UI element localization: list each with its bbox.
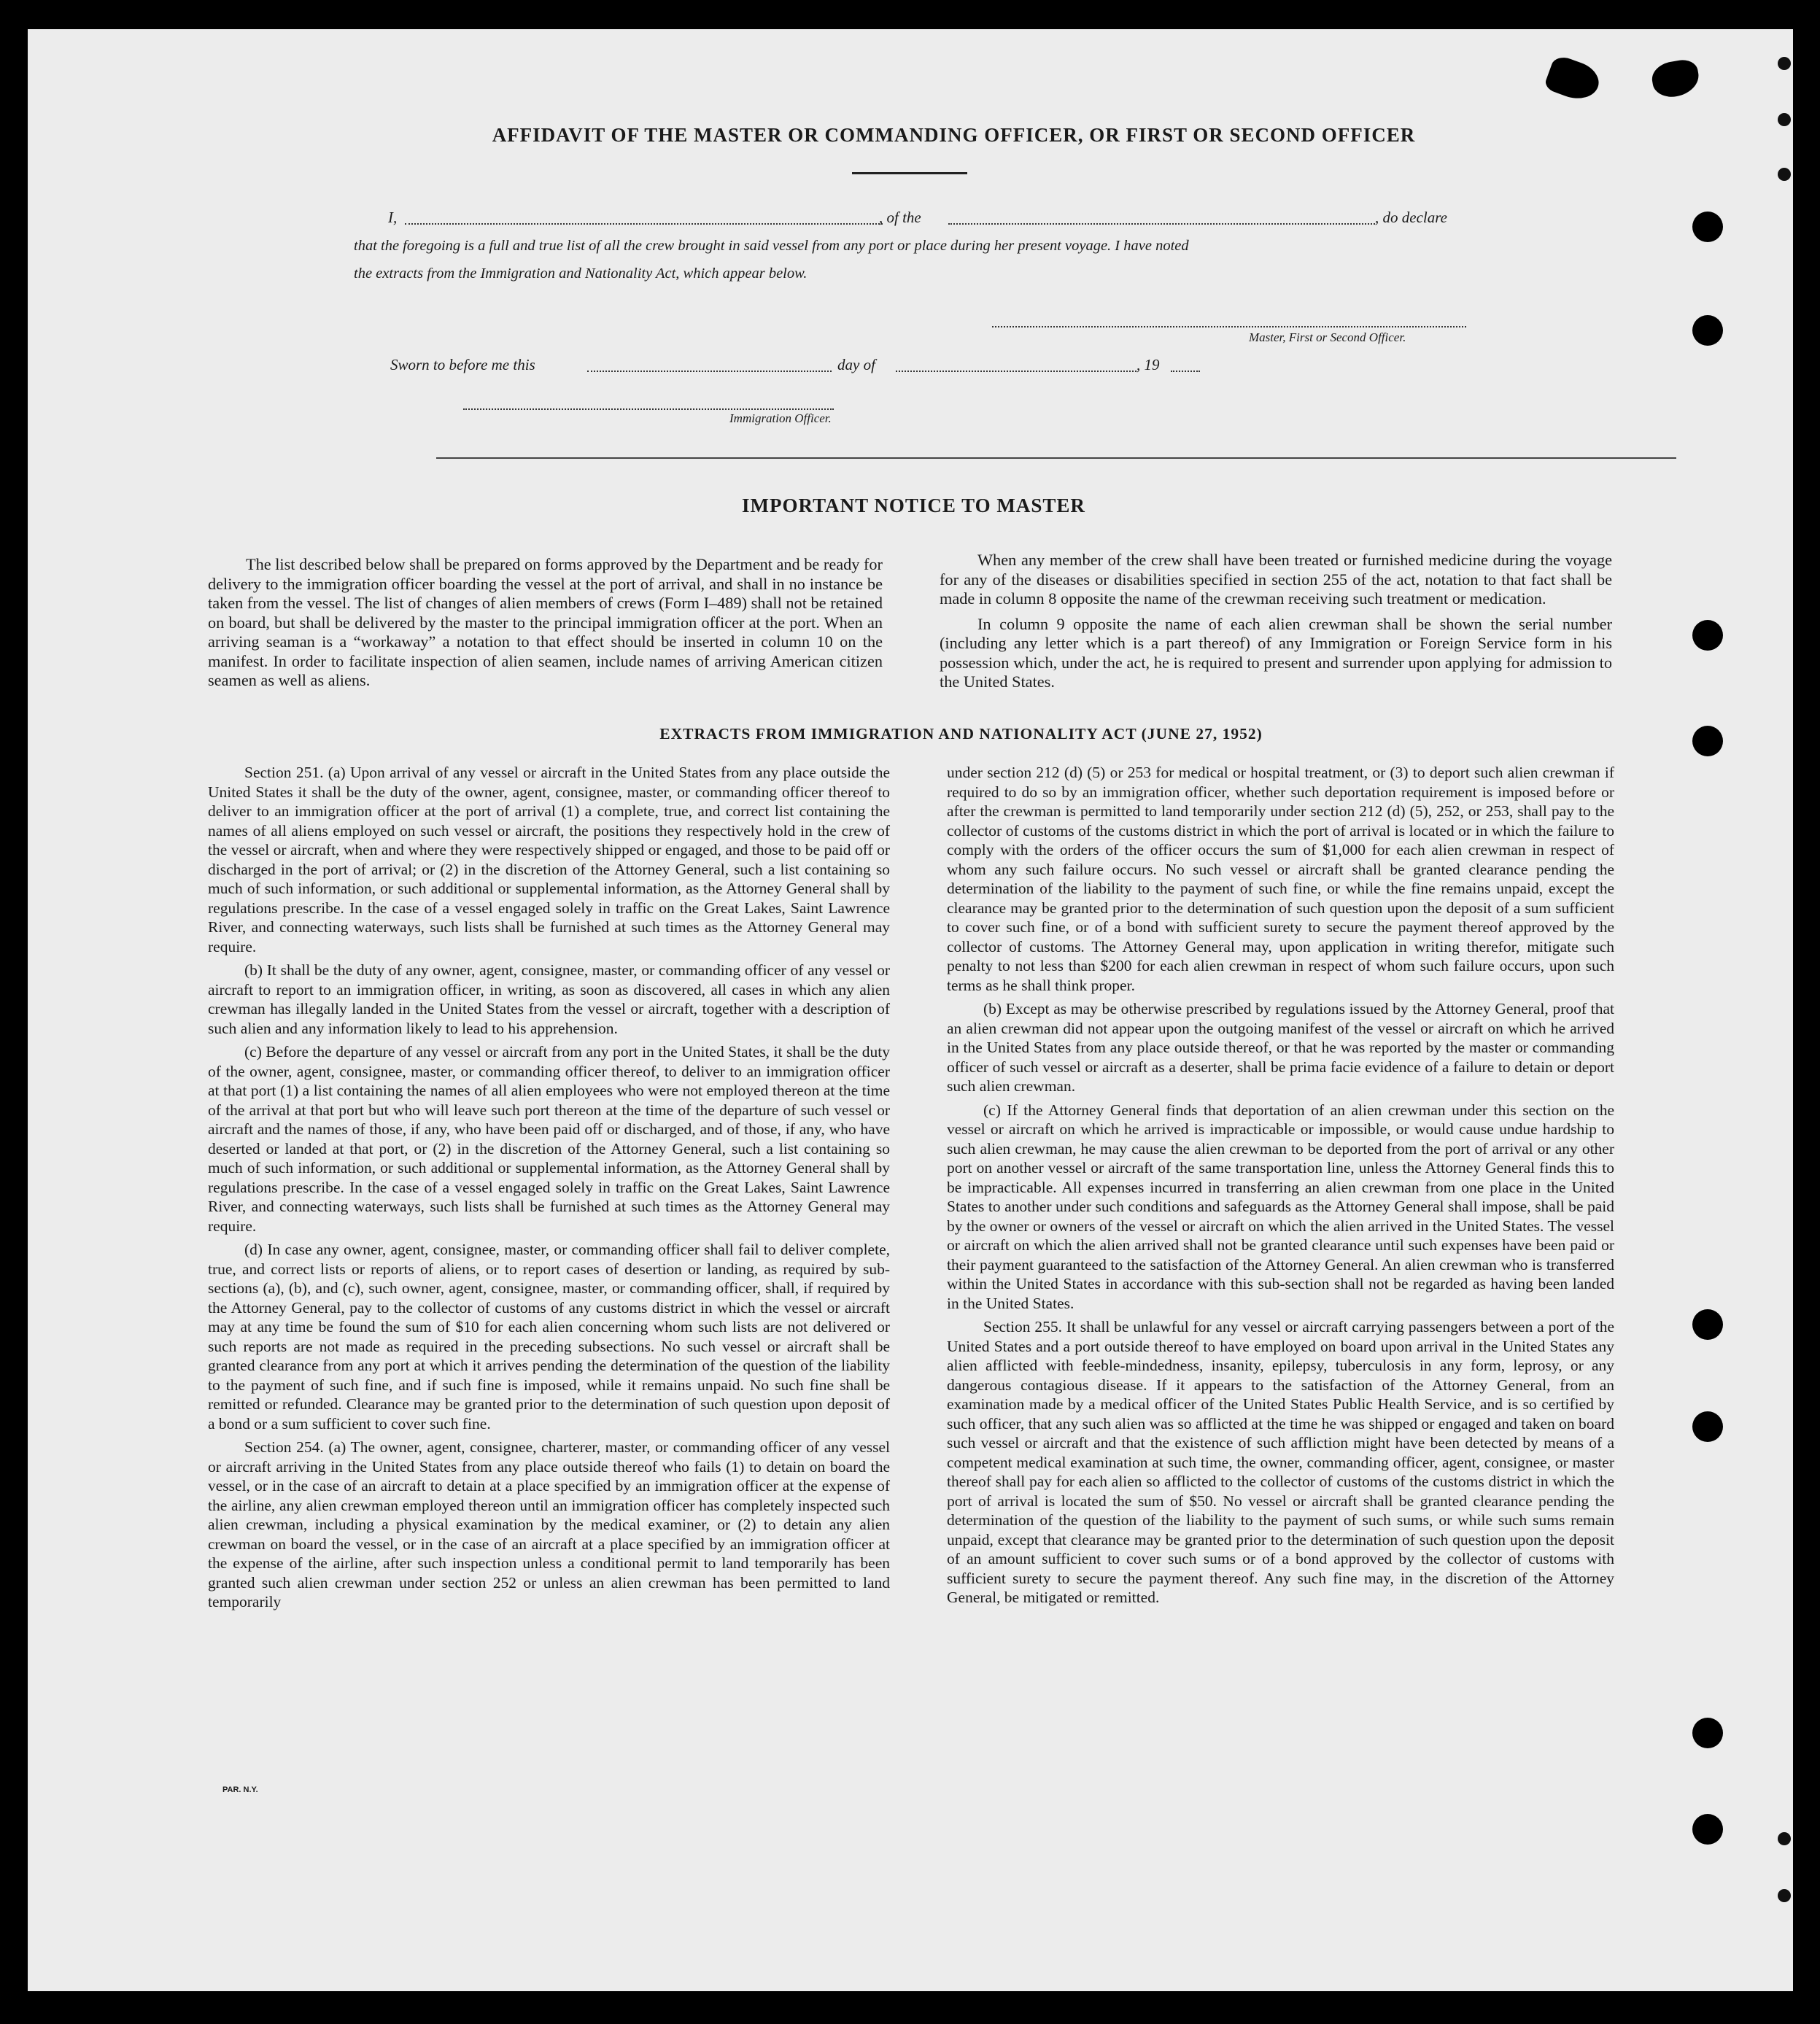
sworn-year-line xyxy=(1171,371,1200,372)
section-251b: (b) It shall be the duty of any owner, agent, consignee, master, or commanding officer of any vessel or aircraft to report to an immigration officer, in writing, as soon as discovered, all cases in which any alien crewman has illegally landed in the United States from the vessel or aircraft, together with a description of such alien and any information likely to lead to his apprehension. xyxy=(208,961,890,1037)
punch-hole xyxy=(1692,1718,1723,1748)
title-rule xyxy=(852,172,967,174)
section-255: Section 255. It shall be unlawful for any vessel or aircraft carrying passengers between a port of the United States and a port outside thereof to have employed on board upon arrival in the United States any alien afflicted with feeble-mindedness, insanity, epilepsy, tuberculosis in any form, leprosy, or any dangerous contagious disease. If it appears to the satisfaction of the Attorney General, from an examination made by a medical officer of the United States Public Health Service, and is so certified by such officer, that any such alien was so afflicted at the time he was shipped or engaged and taken on board such vessel or aircraft and that the existence of such affliction might have been detected by means of a competent medical examination at such time, the owner, commanding officer, agent, consignee, or master thereof shall pay for each alien so afflicted to the collector of customs of the customs district in which the port of arrival is located the sum of $50. No vessel or aircraft shall be granted clearance pending the determination of the question of the liability to the payment of such sums, or while such sums remain unpaid, except that clearance may be granted prior to the determination of such question upon the deposit of an amount sufficient to cover such sums or of a bond approved by the collector of customs with sufficient surety to secure the payment thereof. Any such fine may, in the discretion of the Attorney General, be mitigated or remitted. xyxy=(947,1318,1614,1606)
punch-hole xyxy=(1778,1832,1791,1845)
master-caption: Master, First or Second Officer. xyxy=(1249,330,1406,344)
punch-hole xyxy=(1778,57,1791,70)
decl-line3: the extracts from the Immigration and Nationality Act, which appear below. xyxy=(354,265,808,282)
punch-hole xyxy=(1692,1814,1723,1845)
master-name-line xyxy=(405,223,883,225)
section-251c: (c) Before the departure of any vessel or aircraft from any port in the United States, it shall be the duty of the owner, agent, consignee, master, or commanding officer thereof, to deliver to an immigration officer at that port (1) a list containing the names of all alien employees who were not employed thereon at the time of the arrival at that port but who will leave such port thereon at the time of the departure of such vessel or aircraft and the names of those, if any, who have been paid off or discharged, and of those, if any, who have deserted or landed at that port, or (2) in the discretion of the Attorney General, such a list containing so much of such information, or such additional or supplemental information, as the Attorney General shall by regulations prescribe. In the case of a vessel engaged solely in traffic on the Great Lakes, Saint Lawrence River, and connecting waterways, such lists shall be furnished at such times as the Attorney General may require. xyxy=(208,1043,890,1235)
punch-hole xyxy=(1778,1889,1791,1902)
section-254b: (b) Except as may be otherwise prescribed by regulations issued by the Attorney General, proof that an alien crewman did not appear upon the outgoing manifest of the vessel or aircraft on which he arrived in the United States from any place outside thereof, or that he was reported by the master or commanding officer of such vessel or aircraft as a deserter, shall be prima facie evidence of a failure to detain or deport such alien crewman. xyxy=(947,1000,1614,1095)
punch-hole xyxy=(1692,315,1723,346)
section-251d: (d) In case any owner, agent, consignee, master, or commanding officer shall fail to deliver complete, true, and correct lists or reports of aliens, or to report cases of desertion or landing, as required by sub-sections (a), (b), and (c), such owner, agent, consignee, master, or commanding officer, shall, if required by the Attorney General, pay to the collector of customs of any customs district in which the vessel or aircraft may at any time be found the sum of $10 for each alien concerning whom such lists are not delivered or such reports are not made as required in the preceding subsections. No such vessel or aircraft shall be granted clearance from any port at which it arrives pending the determination of the question of the liability to the payment of such fine, and if such fine is imposed, while it remains unpaid. No such fine shall be remitted or refunded. Clearance may be granted prior to the determination of such question upon deposit of a bond or a sum sufficient to cover such fine. xyxy=(208,1241,890,1432)
printer-mark: PAR. N.Y. xyxy=(222,1785,258,1794)
officer-caption: Immigration Officer. xyxy=(729,411,832,425)
vessel-name-line xyxy=(948,223,1375,225)
section-254a-cont: under section 212 (d) (5) or 253 for medical or hospital treatment, or (3) to deport such alien crewman if required to do so by an immigration officer, whether such deportation requirement is imposed before or after the crewman is permitted to land temporarily under section 212 (d) (5), 252, or 253, shall pay to the collector of customs of the customs district in which the port of arrival is located or in which the failure to comply with the orders of the officer occurs the sum of $1,000 for each alien crewman in respect of whom any such failure occurs. No such vessel or aircraft shall be granted clearance pending the determination of the liability to the payment of such fine, or while the fine remains unpaid, except the clearance may be granted prior to the determination of such question upon the deposit of a sum sufficient to cover such fine, or of a bond with sufficient surety to secure the payment thereof approved by the collector of customs. The Attorney General may, upon application in writing therefor, mitigate such penalty to not less than $200 for each alien crewman in respect of whom such failure occurs, upon such terms as he shall think proper. xyxy=(947,764,1614,994)
day-of-label: day of xyxy=(837,356,875,373)
punch-hole xyxy=(1692,212,1723,242)
punch-hole xyxy=(1692,620,1723,651)
year-label: , 19 xyxy=(1136,356,1160,373)
punch-hole xyxy=(1692,1309,1723,1340)
notice-right-column xyxy=(940,551,1612,698)
sworn-month-line xyxy=(896,371,1136,372)
sworn-day-line xyxy=(587,371,832,372)
decl-line2: that the foregoing is a full and true list of all the crew brought in said vessel from any port or place during her present voyage. I have noted xyxy=(354,238,1189,254)
extracts-right-column xyxy=(947,763,1614,1612)
notice-left-column xyxy=(208,555,883,697)
decl-i: I, xyxy=(388,209,398,226)
punch-hole xyxy=(1778,168,1791,181)
affidavit-title: AFFIDAVIT OF THE MASTER OR COMMANDING OFFICER, OR FIRST OR SECOND OFFICER xyxy=(492,124,1416,146)
decl-of-the: , of the xyxy=(879,209,921,226)
section-divider xyxy=(436,457,1676,459)
notice-title: IMPORTANT NOTICE TO MASTER xyxy=(742,495,1085,516)
extracts-title: EXTRACTS FROM IMMIGRATION AND NATIONALITY ACT (JUNE 27, 1952) xyxy=(659,725,1263,742)
notice-right-paragraph-2: In column 9 opposite the name of each alien crewman shall be shown the serial number (including any letter which is a part thereof) of any Immigration or Foreign Service form in his possession which, under the act, he is required to present and surrender upon applying for admission to the United States. xyxy=(940,614,1612,691)
notice-left-paragraph: The list described below shall be prepared on forms approved by the Department and be ready for delivery to the immigration officer boarding the vessel at the port of arrival, and shall in no instance be taken from the vessel. The list of changes of alien members of crews (Form I–489) shall not be retained on board, but shall be delivered by the master to the principal immigration officer at the port. When an arriving seaman is a “workaway” a notation to that effect should be inserted in column 10 on the manifest. In order to facilitate inspection of alien seamen, include names of arriving American citizen seamen as well as aliens. xyxy=(208,555,883,689)
section-251a: Section 251. (a) Upon arrival of any vessel or aircraft in the United States from any place outside the United States it shall be the duty of the owner, agent, consignee, master, or commanding officer thereof to deliver to an immigration officer at the port of arrival (1) a complete, true, and correct list containing the names of all aliens employed on such vessel or aircraft, the positions they respectively hold in the crew of the vessel or aircraft, when and where they were respectively shipped or engaged, and those to be paid off or discharged in the port of arrival; or (2) in the discretion of the Attorney General, such a list containing so much of such information, or such additional or supplemental information, as the Attorney General shall by regulations prescribe. In the case of a vessel engaged solely in traffic on the Great Lakes, Saint Lawrence River, and connecting waterways, such lists shall be furnished at such times as the Attorney General may require. xyxy=(208,764,890,955)
section-254a: Section 254. (a) The owner, agent, consignee, charterer, master, or commanding officer of any vessel or aircraft arriving in the United States from any place outside thereof who fails (1) to detain on board the vessel, or in the case of an aircraft to detain at a place specified by an immigration officer at the expense of the airline, any alien crewman employed thereon until an immigration officer has completely inspected such alien crewman, including a physical examination by the medical examiner, or (2) to detain any alien crewman on board the vessel, or in the case of an aircraft at a place specified by an immigration officer at the expense of the airline, after such inspection unless a conditional permit to land temporarily has been granted such alien crewman under section 252 or unless an alien crewman has been permitted to land temporarily xyxy=(208,1438,890,1610)
sworn-label: Sworn to before me this xyxy=(390,356,535,373)
extracts-left-column xyxy=(208,763,890,1616)
master-signature-line xyxy=(992,326,1466,327)
officer-signature-line xyxy=(463,408,834,410)
punch-hole xyxy=(1692,1411,1723,1442)
section-254c: (c) If the Attorney General finds that deportation of an alien crewman under this section on the vessel or aircraft on which he arrived is impracticable or impossible, or would cause undue hardship to such alien crewman, he may cause the alien crewman to be deported from the port of arrival or any other port on another vessel or aircraft of the same transportation line, unless the Attorney General finds this to be impracticable. All expenses incurred in transferring an alien crewman from one place in the United States to another under such conditions and safeguards as the Attorney General shall impose, shall be paid by the owner or owners of the vessel or aircraft on which the alien arrived in the United States. The vessel or aircraft on which the alien arrived shall not be granted clearance until such expenses have been paid or their payment guaranteed to the satisfaction of the Attorney General. An alien crewman who is transferred within the United States in accordance with this sub-section shall not be regarded as having been landed in the United States. xyxy=(947,1101,1614,1312)
notice-right-paragraph-1: When any member of the crew shall have been treated or furnished medicine during the voyage for any of the diseases or disabilities specified in section 255 of the act, notation to that fact shall be made in column 8 opposite the name of the crewman receiving such treatment or medication. xyxy=(940,551,1612,608)
decl-do-declare: , do declare xyxy=(1375,209,1447,226)
